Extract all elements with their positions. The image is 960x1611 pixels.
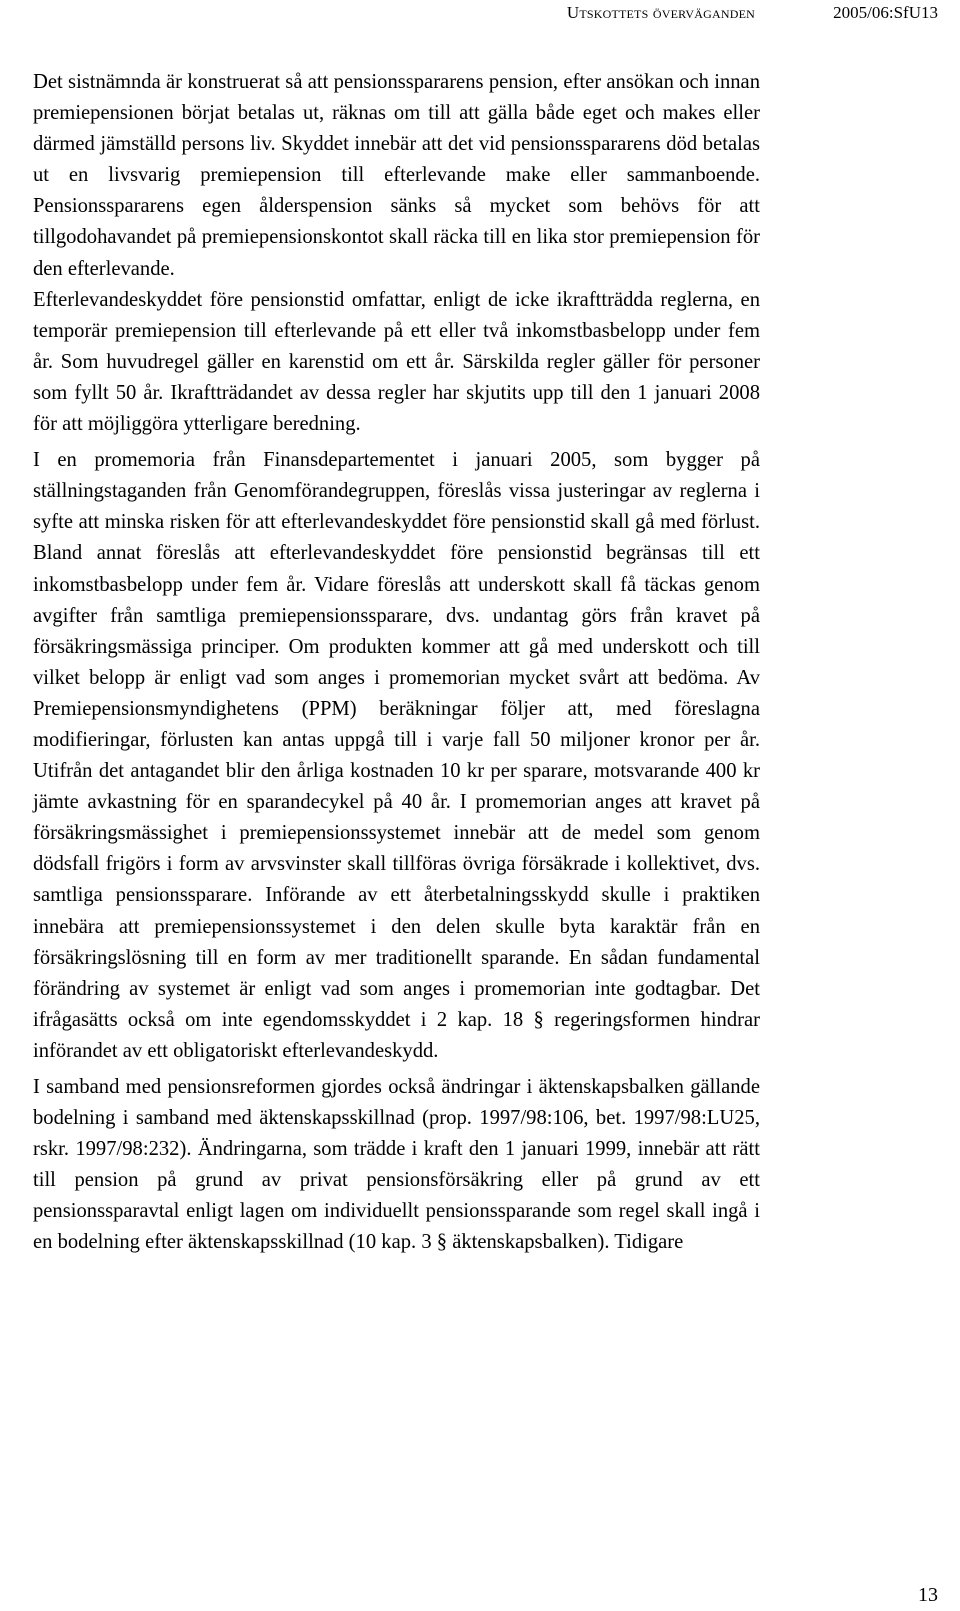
paragraph-3: I en promemoria från Finansdepartementet i januari 2005, som bygger på ställningstaganden från Genomförandegruppen, föreslås vissa justeringar av reglerna i syfte att minska risken för att efterlevandeskyddet före pensionstid skall gå med förlust. Bland annat föreslås att efterlevandeskyddet före pensionstid begränsas till ett inkomstbasbelopp under fem år. Vidare föreslås att underskott skall få täckas genom avgifter från samtliga premiepensionssparare, dvs. undantag görs från kravet på försäkringsmässiga principer. Om produkten kommer att gå med underskott och till vilket belopp är enligt vad som anges i promemorian mycket svårt att bedöma. Av Premiepensionsmyndighetens (PPM) beräkningar följer att, med föreslagna modifieringar, förlusten kan antas uppgå till i varje fall 50 miljoner kronor per år. Utifrån det antagandet blir den årliga kostnaden 10 kr per sparare, motsvarande 400 kr jämte avkastning för en sparandecykel på 40 år. I promemorian anges att kravet på försäkringsmässighet i premiepensionssystemet innebär att de medel som genom dödsfall frigörs i form av arvsvinster skall tillföras övriga försäkrade i kollektivet, dvs. samtliga pensionssparare. Införande av ett återbetalningsskydd skulle i praktiken innebära att premiepensionssystemet i den delen skulle byta karaktär från en försäkringslösning till en form av mer traditionellt sparande. En sådan fundamental förändring av systemet är enligt vad som anges i promemorian inte godtagbar. Det ifrågasätts också om inte egendomsskyddet i 2 kap. 18 § regeringsformen hindrar införandet av ett obligatoriskt efterlevandeskydd.: [33, 449, 760, 1062]
section-title: Utskottets överväganden: [566, 3, 755, 22]
paragraph-4: I samband med pensionsreformen gjordes också ändringar i äktenskapsbalken gällande bodelning i samband med äktenskapsskillnad (prop. 1997/98:106, bet. 1997/98:LU25, rskr. 1997/98:232). Ändringarna, som trädde i kraft den 1 januari 1999, innebär att rätt till pension på grund av privat pensionsförsäkring eller på grund av ett pensionssparavtal enligt lagen om individuellt pensionssparande som regel skall ingå i en bodelning efter äktenskapsskillnad (10 kap. 3 § äktenskapsbalken). Tidigare: [33, 1076, 760, 1254]
body-text: [33, 67, 760, 1259]
running-header: [0, 3, 960, 27]
paragraph-1: Det sistnämnda är konstruerat så att pensionsspararens pension, efter ansökan och innan premiepensionen börjat betalas ut, räknas om till att gälla både eget och makes eller därmed jämställd persons liv. Skyddet innebär att det vid pensionsspararens död betalas ut en livsvarig premiepension till efterlevande make eller sammanboende. Pensionsspararens egen ålderspension sänks så mycket som behövs för att tillgodohavandet på premiepensionskontot skall räcka till en lika stor premiepension för den efterlevande.: [33, 71, 760, 280]
page-number: 13: [918, 1584, 938, 1606]
document-id: 2005/06:SfU13: [833, 3, 938, 22]
paragraph-2: Efterlevandeskyddet före pensionstid omfattar, enligt de icke ikraftträdda reglerna, en temporär premiepension till efterlevande på ett eller två inkomstbasbelopp under fem år. Som huvudregel gäller en karenstid om ett år. Särskilda regler gäller för personer som fyllt 50 år. Ikraftträdandet av dessa regler har skjutits upp till den 1 januari 2008 för att möjliggöra ytterligare beredning.: [33, 288, 760, 436]
